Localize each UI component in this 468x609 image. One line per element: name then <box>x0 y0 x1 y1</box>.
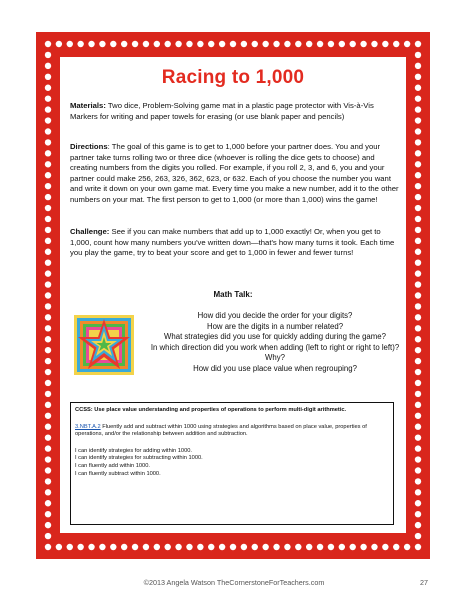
border-dot <box>393 41 399 47</box>
border-dot <box>415 172 421 178</box>
border-dot <box>415 74 421 80</box>
border-dot <box>415 380 421 386</box>
border-dot <box>230 41 236 47</box>
border-dot <box>415 41 421 47</box>
standard-code-link[interactable]: 3.NBT.A.2 <box>75 423 101 430</box>
border-dot <box>175 41 181 47</box>
border-dot <box>415 336 421 342</box>
border-dot <box>306 41 312 47</box>
border-dot <box>45 270 51 276</box>
question-item: In which direction did you work when adding (left to right or right to left)? Why? <box>150 342 400 363</box>
i-can-item: I can fluently subtract within 1000. <box>75 470 161 477</box>
challenge-label: Challenge: <box>70 227 110 236</box>
materials-paragraph <box>70 101 400 122</box>
border-dot <box>45 117 51 123</box>
border-dot <box>45 106 51 112</box>
challenge-paragraph <box>70 227 400 259</box>
i-can-item: I can fluently add within 1000. <box>75 462 150 469</box>
border-dot <box>45 413 51 419</box>
border-dot <box>339 544 345 550</box>
border-dot <box>45 227 51 233</box>
border-dot <box>252 41 258 47</box>
border-dot <box>415 391 421 397</box>
border-dot <box>45 467 51 473</box>
border-dot <box>88 544 94 550</box>
border-dot <box>360 544 366 550</box>
question-item: How did you use place value when regrouping? <box>193 363 357 373</box>
border-dot <box>186 41 192 47</box>
border-dot <box>143 41 149 47</box>
border-dot <box>88 41 94 47</box>
border-dot <box>143 544 149 550</box>
border-dot <box>350 544 356 550</box>
border-dot <box>415 249 421 255</box>
question-item: What strategies did you use for quickly adding during the game? <box>164 332 386 342</box>
border-dot <box>132 41 138 47</box>
border-dot <box>197 41 203 47</box>
border-dot <box>415 227 421 233</box>
border-dot <box>154 544 160 550</box>
border-dot <box>45 391 51 397</box>
border-dot <box>45 52 51 58</box>
border-dot <box>415 467 421 473</box>
border-dot <box>415 522 421 528</box>
border-dot <box>219 41 225 47</box>
border-dot <box>45 183 51 189</box>
border-dot <box>45 259 51 265</box>
border-dot <box>208 41 214 47</box>
border-dot <box>415 434 421 440</box>
border-dot <box>295 544 301 550</box>
border-dot <box>132 544 138 550</box>
border-dot <box>382 41 388 47</box>
border-dot <box>328 41 334 47</box>
border-dot <box>382 544 388 550</box>
border-dot <box>45 216 51 222</box>
border-dot <box>110 544 116 550</box>
border-dot <box>45 281 51 287</box>
i-can-item: I can identify strategies for subtracting within 1000. <box>75 455 203 462</box>
border-dot <box>121 544 127 550</box>
border-dot <box>67 544 73 550</box>
border-dot <box>415 314 421 320</box>
border-dot <box>273 41 279 47</box>
border-dot <box>241 544 247 550</box>
question-item: How are the digits in a number related? <box>206 321 344 331</box>
border-dot <box>45 369 51 375</box>
border-dot <box>350 41 356 47</box>
border-dot <box>415 216 421 222</box>
border-dot <box>317 41 323 47</box>
border-dot <box>415 161 421 167</box>
border-dot <box>415 238 421 244</box>
border-dot <box>45 85 51 91</box>
page-number: 27 <box>420 578 428 587</box>
border-dot <box>415 325 421 331</box>
border-dot <box>45 347 51 353</box>
standard-text: Fluently add and subtract within 1000 using strategies and algorithms based on place value, properties of operations, and/or the relationship between addition and subtraction. <box>75 423 367 438</box>
border-dot <box>121 41 127 47</box>
border-dot <box>317 544 323 550</box>
border-dot <box>197 544 203 550</box>
border-dot <box>45 456 51 462</box>
border-dot <box>360 41 366 47</box>
border-dot <box>45 358 51 364</box>
border-dot <box>415 52 421 58</box>
border-dot <box>415 95 421 101</box>
border-dot <box>175 544 181 550</box>
border-dot <box>393 544 399 550</box>
materials-label: Materials: <box>70 101 106 110</box>
border-dot <box>154 41 160 47</box>
border-dot <box>284 544 290 550</box>
math-talk-title: Math Talk: <box>213 290 253 299</box>
border-dot <box>415 424 421 430</box>
border-dot <box>404 41 410 47</box>
border-dot <box>45 63 51 69</box>
border-dot <box>45 161 51 167</box>
border-dot <box>415 270 421 276</box>
border-dot <box>262 544 268 550</box>
border-dot <box>371 41 377 47</box>
border-dot <box>415 544 421 550</box>
border-dot <box>45 205 51 211</box>
border-dot <box>99 41 105 47</box>
border-dot <box>99 544 105 550</box>
border-dot <box>186 544 192 550</box>
border-dot <box>165 544 171 550</box>
directions-text: : The goal of this game is to get to 1,000 before your partner does. You and your partner take turns rolling two or three dice (whoever is rolling the dice gets to choose) and creating numbers from the digits you rolled. For example, if you roll 2, 3, and 6, you and your partner could make 256, 263, 326, 362, 623, or 632. Each of you choose the number you want and write it down on your own game mat. Every time you make a new number, add it to the other numbers on your mat. The first person to get to 1,000 (or more than 1,000) wins the game! <box>70 142 399 204</box>
border-dot <box>45 41 51 47</box>
border-dot <box>45 139 51 145</box>
ccss-standard <box>75 424 389 439</box>
border-dot <box>415 489 421 495</box>
i-can-list <box>75 448 389 478</box>
border-dot <box>415 292 421 298</box>
border-dot <box>415 117 421 123</box>
border-dot <box>45 194 51 200</box>
materials-text: Two dice, Problem-Solving game mat in a plastic page protector with Vis-à-Vis Markers for writing and paper towels for erasing (or use blank paper and pencils) <box>70 101 374 121</box>
border-dot <box>262 41 268 47</box>
border-dot <box>45 402 51 408</box>
directions-label: Directions <box>70 142 108 151</box>
border-dot <box>415 303 421 309</box>
border-dot <box>415 139 421 145</box>
border-dot <box>415 413 421 419</box>
border-dot <box>45 150 51 156</box>
border-dot <box>284 41 290 47</box>
border-dot <box>415 281 421 287</box>
border-dot <box>306 544 312 550</box>
border-dot <box>328 544 334 550</box>
border-dot <box>45 511 51 517</box>
border-dot <box>415 402 421 408</box>
border-dot <box>77 544 83 550</box>
border-dot <box>45 489 51 495</box>
ccss-standards-box <box>70 402 394 525</box>
border-dot <box>165 41 171 47</box>
border-dot <box>415 194 421 200</box>
border-dot <box>45 424 51 430</box>
ccss-heading: CCSS: Use place value understanding and properties of operations to perform multi-digit arithmetic. <box>75 407 347 413</box>
border-dot <box>415 533 421 539</box>
border-dot <box>45 172 51 178</box>
border-dot <box>45 238 51 244</box>
border-dot <box>415 456 421 462</box>
border-dot <box>45 325 51 331</box>
border-dot <box>110 41 116 47</box>
border-dot <box>219 544 225 550</box>
border-dot <box>45 544 51 550</box>
border-dot <box>56 41 62 47</box>
border-dot <box>67 41 73 47</box>
border-dot <box>415 347 421 353</box>
border-dot <box>230 544 236 550</box>
border-dot <box>415 369 421 375</box>
border-dot <box>45 445 51 451</box>
border-dot <box>415 85 421 91</box>
border-dot <box>415 128 421 134</box>
border-dot <box>404 544 410 550</box>
border-dot <box>45 522 51 528</box>
content-panel <box>60 57 406 533</box>
border-dot <box>45 533 51 539</box>
challenge-text: See if you can make numbers that add up to 1,000 exactly! Or, when you get to 1,000, count how many numbers you've written down—that's how many turns it took. Each time you play the game, try to beat your score and get to 1,000 in fewer and fewer turns! <box>70 227 395 257</box>
border-dot <box>415 500 421 506</box>
question-item: How did you decide the order for your digits? <box>197 311 353 320</box>
border-dot <box>45 74 51 80</box>
border-dot <box>415 511 421 517</box>
rainbow-star-icon <box>74 315 134 375</box>
directions-paragraph <box>70 142 400 205</box>
border-dot <box>45 292 51 298</box>
border-dot <box>45 380 51 386</box>
copyright-footer: ©2013 Angela Watson TheCornerstoneForTeachers.com <box>143 578 325 587</box>
border-dot <box>295 41 301 47</box>
border-dot <box>415 478 421 484</box>
border-dot <box>415 259 421 265</box>
border-dot <box>252 544 258 550</box>
border-dot <box>371 544 377 550</box>
border-dot <box>415 205 421 211</box>
border-dot <box>415 183 421 189</box>
border-dot <box>45 434 51 440</box>
border-dot <box>415 445 421 451</box>
border-dot <box>45 249 51 255</box>
border-dot <box>45 500 51 506</box>
border-dot <box>415 63 421 69</box>
border-dot <box>241 41 247 47</box>
border-dot <box>208 544 214 550</box>
math-talk-questions <box>144 311 406 375</box>
page-title: Racing to 1,000 <box>161 67 305 88</box>
border-dot <box>45 303 51 309</box>
border-dot <box>45 128 51 134</box>
border-dot <box>45 314 51 320</box>
border-dot <box>415 150 421 156</box>
border-dot <box>56 544 62 550</box>
i-can-item: I can identify strategies for adding within 1000. <box>75 447 192 454</box>
border-dot <box>45 478 51 484</box>
border-dot <box>273 544 279 550</box>
border-dot <box>77 41 83 47</box>
border-dot <box>415 358 421 364</box>
border-dot <box>415 106 421 112</box>
border-dot <box>45 336 51 342</box>
border-dot <box>339 41 345 47</box>
border-dot <box>45 95 51 101</box>
